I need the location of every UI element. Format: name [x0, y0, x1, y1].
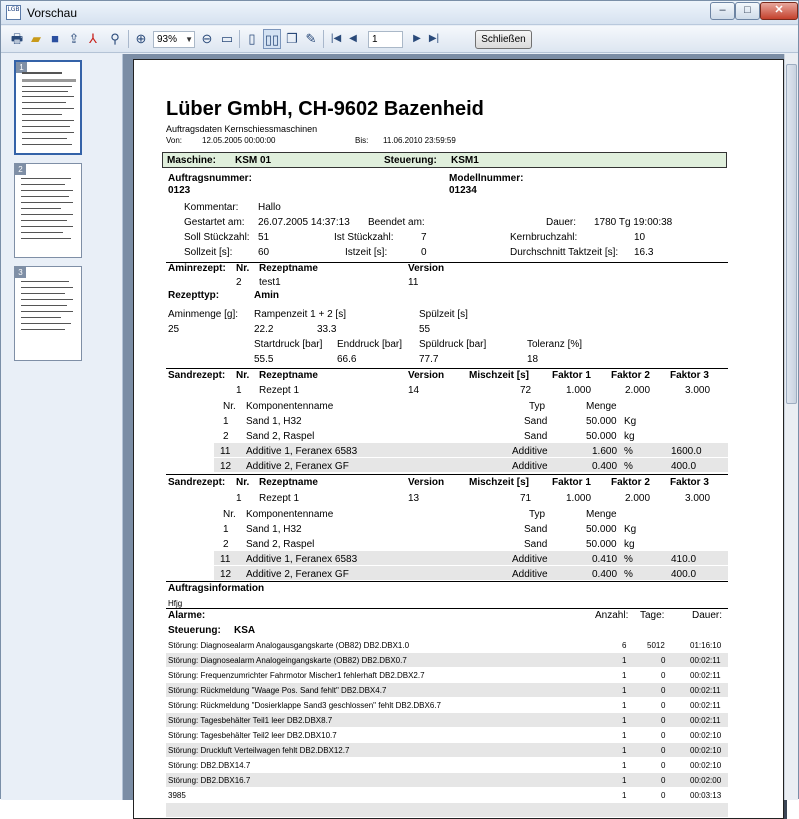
thumbnail-line — [21, 178, 71, 179]
chevron-down-icon[interactable]: ▼ — [185, 35, 193, 44]
faktor1-header: Faktor 1 — [552, 370, 591, 381]
komp-typ: Additive — [512, 569, 548, 580]
thumbnail-line — [21, 226, 73, 227]
sand-version: 14 — [408, 385, 420, 396]
komp-nr: 2 — [223, 539, 229, 550]
alarm-dauer: 00:02:11 — [690, 656, 721, 665]
auftrag-label: Auftragsnummer: — [168, 173, 252, 184]
alarm-text: Störung: Diagnosealarm Analogeingangskarte (OB82) DB2.DBX0.7 — [168, 656, 407, 665]
komp-menge: 0.410 — [592, 554, 618, 565]
soll-value: 51 — [258, 232, 270, 243]
alarm-dauer: 00:02:11 — [690, 701, 721, 710]
row-band — [166, 773, 728, 787]
thumbnail-line — [21, 190, 73, 191]
komp-unit: Kg — [624, 524, 637, 535]
sand-name-header: Rezeptname — [259, 370, 318, 381]
komp-menge: 50.000 — [586, 416, 617, 427]
komp-unit: kg — [624, 431, 635, 442]
komp-unit: % — [624, 446, 633, 457]
modell-label: Modellnummer: — [449, 173, 524, 184]
row-band — [166, 803, 728, 817]
next-page-icon[interactable]: ▶ — [413, 33, 421, 44]
thumbnail-line — [21, 311, 73, 312]
thumbnail-line — [21, 184, 65, 185]
komp-nr-header: Nr. — [223, 401, 236, 412]
komp-typ: Additive — [512, 554, 548, 565]
komp-nr: 1 — [223, 524, 229, 535]
report-viewer[interactable] — [123, 54, 798, 800]
aminmenge-value: 25 — [168, 324, 180, 335]
komp-name: Sand 1, H32 — [246, 524, 302, 535]
thumbnail-line — [21, 329, 65, 330]
fit-page-icon[interactable]: ▭ — [220, 31, 234, 46]
book-icon[interactable]: ❐ — [286, 31, 298, 46]
dauer-value: 1780 Tg 19:00:38 — [594, 217, 673, 228]
single-page-icon[interactable]: ▯ — [248, 31, 256, 46]
komp-name: Additive 1, Feranex 6583 — [246, 446, 358, 457]
komp-typ: Additive — [512, 461, 548, 472]
alarm-dauer: 00:02:10 — [690, 761, 722, 770]
komp-nr: 12 — [220, 461, 232, 472]
alarm-text: Störung: Druckluft Verteilwagen fehlt DB2.DBX12.7 — [168, 746, 350, 755]
sand-name: Rezept 1 — [259, 385, 300, 396]
komp-nr: 11 — [220, 554, 231, 565]
komp-menge: 0.400 — [592, 569, 618, 580]
sand-version-header: Version — [408, 477, 445, 488]
section-divider — [166, 608, 728, 609]
komp-unit: % — [624, 569, 633, 580]
anzahl-header: Anzahl: — [595, 610, 629, 621]
alarm-dauer: 00:02:10 — [690, 731, 722, 740]
alarm-tage: 0 — [661, 746, 666, 755]
toleranz-value: 18 — [527, 354, 539, 365]
alarm-dauer: 00:02:10 — [690, 746, 722, 755]
soll-label: Soll Stückzahl: — [184, 232, 250, 243]
thumbnail-line — [21, 208, 61, 209]
komp-typ: Sand — [524, 524, 548, 535]
first-page-icon[interactable]: |◀ — [330, 33, 342, 44]
sand-label: Sandrezept: — [168, 370, 226, 381]
komp-extra: 400.0 — [671, 461, 697, 472]
komp-typ: Additive — [512, 446, 548, 457]
faktor2-value: 2.000 — [625, 493, 651, 504]
vertical-scrollbar[interactable] — [784, 54, 798, 800]
thumbnail-page-2[interactable] — [14, 163, 82, 258]
section-divider — [166, 262, 728, 263]
takt-value: 16.3 — [634, 247, 654, 258]
thumbnail-panel — [1, 54, 123, 800]
mischzeit-header: Mischzeit [s] — [469, 370, 530, 381]
previous-page-icon[interactable]: ◀ — [349, 33, 357, 44]
alarm-text: Störung: Rückmeldung "Waage Pos. Sand fehlt" DB2.DBX4.7 — [168, 686, 387, 695]
alarm-dauer-header: Dauer: — [692, 610, 723, 621]
thumbnail-number: 1 — [16, 62, 27, 73]
komp-menge: 1.600 — [592, 446, 618, 457]
sand-nr: 1 — [236, 493, 242, 504]
faktor3-value: 3.000 — [685, 385, 711, 396]
alarm-tage: 0 — [661, 701, 666, 710]
alarm-dauer: 01:16:10 — [690, 641, 722, 650]
bis-label: Bis: — [355, 136, 369, 145]
alarm-anzahl: 1 — [622, 761, 627, 770]
amin-version: 11 — [408, 277, 419, 288]
thumbnail-line — [22, 108, 74, 109]
faktor3-header: Faktor 3 — [670, 477, 709, 488]
alarm-anzahl: 1 — [622, 671, 627, 680]
window-title: Vorschau — [27, 6, 78, 20]
thumbnail-line — [22, 138, 67, 139]
komp-name: Sand 2, Raspel — [246, 431, 315, 442]
kommentar-value: Hallo — [258, 202, 281, 213]
thumbnail-line — [21, 293, 65, 294]
close-window-button[interactable]: ✕ — [760, 2, 798, 20]
alarm-tage: 5012 — [647, 641, 665, 650]
komp-menge-header: Menge — [586, 401, 617, 412]
toleranz-label: Toleranz [%] — [527, 339, 583, 350]
thumbnail-line — [22, 86, 72, 87]
komp-typ-header: Typ — [529, 509, 546, 520]
thumbnail-page-3[interactable] — [14, 266, 82, 361]
zoom-value: 93% — [157, 34, 178, 45]
alarm-text: Störung: DB2.DBX16.7 — [168, 776, 251, 785]
toolbar-separator — [323, 30, 324, 48]
komp-name-header: Komponentenname — [246, 401, 334, 412]
alarm-text: Störung: Frequenzumrichter Fahrmotor Mischer1 fehlerhaft DB2.DBX2.7 — [168, 671, 425, 680]
thumbnail-line — [21, 202, 73, 203]
close-button[interactable]: Schließen — [475, 30, 532, 49]
thumbnail-page-1[interactable] — [14, 60, 82, 155]
faktor2-value: 2.000 — [625, 385, 651, 396]
alarm-anzahl: 1 — [622, 791, 627, 800]
sollzeit-value: 60 — [258, 247, 270, 258]
komp-extra: 400.0 — [671, 569, 697, 580]
alarme-label: Alarme: — [168, 610, 206, 621]
beendet-label: Beendet am: — [368, 217, 425, 228]
thumbnail-line — [21, 281, 69, 282]
thumbnail-line — [22, 91, 68, 92]
komp-typ-header: Typ — [529, 401, 546, 412]
save-icon[interactable]: ■ — [51, 31, 59, 46]
alarm-dauer: 00:02:00 — [690, 776, 722, 785]
dauer-label: Dauer: — [546, 217, 577, 228]
steuerung-label: Steuerung: — [384, 155, 437, 166]
kernbruch-label: Kernbruchzahl: — [510, 232, 578, 243]
sand-name-header: Rezeptname — [259, 477, 318, 488]
komp-menge: 0.400 — [592, 461, 618, 472]
thumbnail-line — [22, 72, 62, 74]
alarm-anzahl: 1 — [622, 686, 627, 695]
komp-typ: Sand — [524, 416, 548, 427]
steuerung-value: KSM1 — [451, 155, 479, 166]
komp-menge: 50.000 — [586, 431, 617, 442]
page-number-input[interactable]: 1 — [368, 31, 403, 48]
rampenzeit-2-value: 33.3 — [317, 324, 337, 335]
komp-unit: % — [624, 461, 633, 472]
thumbnail-line — [22, 96, 74, 97]
enddruck-value: 66.6 — [337, 354, 357, 365]
sand-nr-header: Nr. — [236, 477, 250, 488]
komp-nr: 11 — [220, 446, 231, 457]
thumbnail-line — [22, 126, 70, 127]
faktor1-value: 1.000 — [566, 385, 592, 396]
export-icon[interactable]: ⇪ — [68, 31, 80, 46]
komp-menge-header: Menge — [586, 509, 617, 520]
mischzeit-value: 71 — [520, 493, 532, 504]
alarm-anzahl: 6 — [622, 641, 627, 650]
alarm-text: Störung: Tagesbehälter Teil1 leer DB2.DBX8.7 — [168, 716, 333, 725]
alarm-tage: 0 — [661, 731, 666, 740]
komp-typ: Sand — [524, 431, 548, 442]
thumbnail-line — [21, 317, 61, 318]
toolbar-separator — [239, 30, 240, 48]
alarm-tage: 0 — [661, 686, 666, 695]
alarm-text: Störung: Rückmeldung "Dosierklappe Sand3 geschlossen" fehlt DB2.DBX6.7 — [168, 701, 441, 710]
thumbnail-line — [22, 120, 74, 121]
auftrag-value: 0123 — [168, 185, 191, 196]
komp-nr: 2 — [223, 431, 229, 442]
amin-nr: 2 — [236, 277, 242, 288]
alarm-dauer: 00:03:13 — [690, 791, 722, 800]
mischzeit-value: 72 — [520, 385, 532, 396]
report-subtitle: Auftragsdaten Kernschiessmaschinen — [166, 124, 318, 134]
takt-label: Durchschnitt Taktzeit [s]: — [510, 247, 619, 258]
alarm-dauer: 00:02:11 — [690, 716, 721, 725]
thumbnail-line — [21, 196, 69, 197]
alarm-steuerung-value: KSA — [234, 625, 256, 636]
maximize-button[interactable]: □ — [735, 2, 760, 20]
ist-label: Ist Stückzahl: — [334, 232, 394, 243]
komp-nr: 12 — [220, 569, 232, 580]
istzeit-label: Istzeit [s]: — [345, 247, 388, 258]
alarm-tage: 0 — [661, 716, 666, 725]
alarm-anzahl: 1 — [622, 731, 627, 740]
alarm-dauer: 00:02:11 — [690, 686, 721, 695]
faktor1-value: 1.000 — [566, 493, 592, 504]
komp-extra: 410.0 — [671, 554, 697, 565]
maschine-label: Maschine: — [167, 155, 216, 166]
alarm-steuerung-label: Steuerung: — [168, 625, 221, 636]
thumbnail-line — [21, 323, 71, 324]
thumbnail-number: 2 — [15, 164, 26, 175]
faktor2-header: Faktor 2 — [611, 370, 650, 381]
alarm-tage: 0 — [661, 791, 666, 800]
toolbar-separator — [128, 30, 129, 48]
amin-label: Aminrezept: — [168, 263, 226, 274]
mischzeit-header: Mischzeit [s] — [469, 477, 530, 488]
two-pages-icon[interactable]: ▯▯ — [263, 29, 281, 49]
alarm-text: Störung: DB2.DBX14.7 — [168, 761, 251, 770]
komp-extra: 1600.0 — [671, 446, 702, 457]
open-folder-icon[interactable]: ▰ — [31, 31, 41, 46]
alarm-tage: 0 — [661, 656, 666, 665]
alarm-text: 3985 — [168, 791, 186, 800]
report-page — [133, 59, 784, 819]
komp-name-header: Komponentenname — [246, 509, 334, 520]
thumbnail-line — [22, 102, 66, 103]
thumbnail-line — [21, 220, 67, 221]
edit-icon[interactable]: ✎ — [305, 31, 317, 46]
spuelzeit-value: 55 — [419, 324, 431, 335]
zoom-out-icon[interactable]: ⊖ — [201, 31, 213, 46]
auftragsinfo-value: Hfjg — [168, 599, 183, 608]
ist-value: 7 — [421, 232, 427, 243]
sand-version-header: Version — [408, 370, 445, 381]
title-bar — [1, 1, 798, 25]
last-page-icon[interactable]: ▶| — [428, 33, 440, 44]
print-icon[interactable]: 🖶 — [10, 31, 24, 46]
alarm-anzahl: 1 — [622, 701, 627, 710]
minimize-button[interactable]: – — [710, 2, 735, 20]
amin-nr-header: Nr. — [236, 263, 250, 274]
amin-name-header: Rezeptname — [259, 263, 318, 274]
tage-header: Tage: — [640, 610, 665, 621]
startdruck-value: 55.5 — [254, 354, 274, 365]
sollzeit-label: Sollzeit [s]: — [184, 247, 233, 258]
komp-name: Additive 2, Feranex GF — [246, 461, 349, 472]
komp-unit: % — [624, 554, 633, 565]
sand-nr-header: Nr. — [236, 370, 250, 381]
sand-version: 13 — [408, 493, 420, 504]
auftragsinfo-label: Auftragsinformation — [168, 583, 265, 594]
spuelzeit-label: Spülzeit [s] — [419, 309, 468, 320]
bis-value: 11.06.2010 23:59:59 — [383, 136, 456, 145]
komp-menge: 50.000 — [586, 524, 617, 535]
zoom-select[interactable] — [153, 31, 195, 48]
alarm-anzahl: 1 — [622, 776, 627, 785]
find-icon[interactable]: ⚲ — [110, 31, 120, 46]
company-title: Lüber GmbH, CH-9602 Bazenheid — [166, 98, 484, 120]
komp-unit: kg — [624, 539, 635, 550]
app-icon: LGB — [6, 5, 21, 20]
pdf-icon[interactable]: ⅄ — [89, 31, 97, 46]
faktor2-header: Faktor 2 — [611, 477, 650, 488]
enddruck-label: Enddruck [bar] — [337, 339, 403, 350]
rampenzeit-1-value: 22.2 — [254, 324, 274, 335]
sand-name: Rezept 1 — [259, 493, 300, 504]
maschine-value: KSM 01 — [235, 155, 272, 166]
von-label: Von: — [166, 136, 183, 145]
thumbnail-line — [22, 79, 76, 82]
section-divider — [166, 581, 728, 582]
rezepttyp-value: Amin — [254, 290, 279, 301]
alarm-tage: 0 — [661, 776, 666, 785]
alarm-dauer: 00:02:11 — [690, 671, 721, 680]
komp-name: Additive 2, Feranex GF — [246, 569, 349, 580]
thumbnail-line — [22, 132, 74, 133]
thumbnail-line — [21, 287, 73, 288]
spueldruck-label: Spüldruck [bar] — [419, 339, 487, 350]
thumbnail-line — [21, 214, 73, 215]
komp-typ: Sand — [524, 539, 548, 550]
scrollbar-thumb[interactable] — [786, 64, 797, 404]
komp-unit: Kg — [624, 416, 637, 427]
thumbnail-line — [22, 144, 72, 145]
rampenzeit-label: Rampenzeit 1 + 2 [s] — [254, 309, 346, 320]
rezepttyp-label: Rezepttyp: — [168, 290, 220, 301]
alarm-anzahl: 1 — [622, 746, 627, 755]
amin-version-header: Version — [408, 263, 445, 274]
thumbnail-line — [21, 305, 67, 306]
sand-label: Sandrezept: — [168, 477, 226, 488]
thumbnail-line — [21, 238, 71, 239]
amin-name: test1 — [259, 277, 281, 288]
toolbar — [1, 26, 798, 53]
aminmenge-label: Aminmenge [g]: — [168, 309, 239, 320]
alarm-tage: 0 — [661, 761, 666, 770]
section-divider — [166, 368, 728, 369]
thumbnail-line — [21, 232, 63, 233]
spueldruck-value: 77.7 — [419, 354, 439, 365]
istzeit-value: 0 — [421, 247, 427, 258]
section-divider — [166, 474, 728, 475]
komp-name: Additive 1, Feranex 6583 — [246, 554, 358, 565]
startdruck-label: Startdruck [bar] — [254, 339, 323, 350]
modell-value: 01234 — [449, 185, 477, 196]
alarm-tage: 0 — [661, 671, 666, 680]
kommentar-label: Kommentar: — [184, 202, 239, 213]
faktor1-header: Faktor 1 — [552, 477, 591, 488]
alarm-text: Störung: Diagnosealarm Analogausgangskarte (OB82) DB2.DBX1.0 — [168, 641, 410, 650]
komp-nr-header: Nr. — [223, 509, 236, 520]
komp-name: Sand 1, H32 — [246, 416, 302, 427]
komp-menge: 50.000 — [586, 539, 617, 550]
alarm-anzahl: 1 — [622, 716, 627, 725]
kernbruch-value: 10 — [634, 232, 646, 243]
von-value: 12.05.2005 00:00:00 — [202, 136, 276, 145]
faktor3-header: Faktor 3 — [670, 370, 709, 381]
thumbnail-number: 3 — [15, 267, 26, 278]
alarm-text: Störung: Tagesbehälter Teil2 leer DB2.DBX10.7 — [168, 731, 337, 740]
alarm-anzahl: 1 — [622, 656, 627, 665]
zoom-in-icon[interactable]: ⊕ — [135, 31, 147, 46]
komp-name: Sand 2, Raspel — [246, 539, 315, 550]
komp-nr: 1 — [223, 416, 229, 427]
thumbnail-line — [21, 299, 73, 300]
gestartet-value: 26.07.2005 14:37:13 — [258, 217, 350, 228]
faktor3-value: 3.000 — [685, 493, 711, 504]
gestartet-label: Gestartet am: — [184, 217, 245, 228]
sand-nr: 1 — [236, 385, 242, 396]
thumbnail-line — [22, 114, 62, 115]
